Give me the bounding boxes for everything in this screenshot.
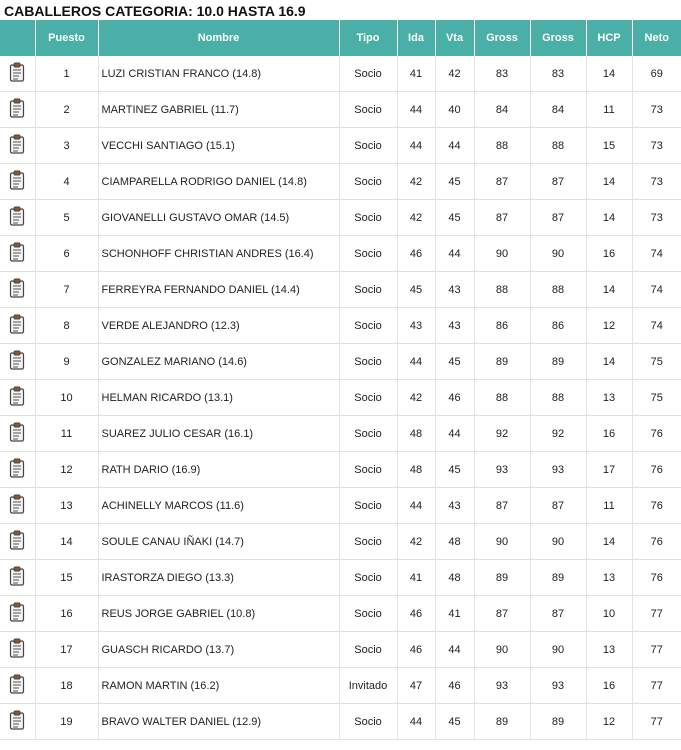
cell-gross-2: 87 [530,164,586,200]
cell-puesto: 19 [35,704,98,740]
cell-puesto: 15 [35,560,98,596]
cell-nombre: SOULE CANAU IÑAKI (14.7) [98,524,339,560]
cell-gross-2: 90 [530,632,586,668]
column-header-gross-2[interactable]: Gross [530,20,586,56]
scorecard-clipboard-icon[interactable] [9,62,25,85]
cell-nombre: GONZALEZ MARIANO (14.6) [98,344,339,380]
cell-nombre: RATH DARIO (16.9) [98,452,339,488]
cell-gross-2: 87 [530,488,586,524]
cell-gross-2: 88 [530,128,586,164]
scorecard-clipboard-icon[interactable] [9,530,25,553]
cell-nombre: GIOVANELLI GUSTAVO OMAR (14.5) [98,200,339,236]
cell-vta: 40 [435,92,474,128]
scorecard-cell[interactable] [0,164,35,200]
column-header-ida[interactable]: Ida [397,20,435,56]
cell-vta: 48 [435,560,474,596]
cell-hcp: 14 [586,524,632,560]
cell-neto: 77 [632,632,681,668]
cell-puesto: 16 [35,596,98,632]
cell-hcp: 12 [586,704,632,740]
cell-puesto: 3 [35,128,98,164]
cell-tipo: Socio [339,632,397,668]
cell-gross: 90 [474,632,530,668]
cell-puesto: 7 [35,272,98,308]
cell-neto: 76 [632,416,681,452]
cell-ida: 44 [397,92,435,128]
cell-tipo: Socio [339,272,397,308]
scorecard-cell[interactable] [0,704,35,740]
cell-tipo: Socio [339,560,397,596]
scorecard-clipboard-icon[interactable] [9,170,25,193]
cell-puesto: 1 [35,56,98,92]
cell-hcp: 16 [586,668,632,704]
cell-ida: 44 [397,704,435,740]
cell-neto: 73 [632,92,681,128]
scorecard-clipboard-icon[interactable] [9,566,25,589]
page-title: CABALLEROS CATEGORIA: 10.0 HASTA 16.9 [4,3,306,19]
cell-ida: 42 [397,380,435,416]
cell-neto: 75 [632,344,681,380]
table-row [0,524,681,560]
cell-gross-2: 88 [530,272,586,308]
scorecard-clipboard-icon[interactable] [9,386,25,409]
cell-nombre: REUS JORGE GABRIEL (10.8) [98,596,339,632]
table-row [0,92,681,128]
cell-tipo: Socio [339,380,397,416]
scorecard-clipboard-icon[interactable] [9,134,25,157]
cell-tipo: Socio [339,308,397,344]
scorecard-clipboard-icon[interactable] [9,710,25,733]
cell-hcp: 16 [586,236,632,272]
cell-vta: 43 [435,272,474,308]
scorecard-cell[interactable] [0,200,35,236]
cell-tipo: Socio [339,344,397,380]
cell-neto: 75 [632,380,681,416]
cell-gross: 93 [474,452,530,488]
scorecard-cell[interactable] [0,452,35,488]
cell-vta: 46 [435,668,474,704]
column-header-nombre[interactable]: Nombre [98,20,339,56]
scorecard-cell[interactable] [0,308,35,344]
cell-ida: 45 [397,272,435,308]
cell-vta: 43 [435,308,474,344]
cell-nombre: ACHINELLY MARCOS (11.6) [98,488,339,524]
results-table [0,20,681,740]
column-header-neto[interactable]: Neto [632,20,681,56]
cell-neto: 76 [632,560,681,596]
scorecard-clipboard-icon[interactable] [9,638,25,661]
scorecard-cell[interactable] [0,632,35,668]
cell-neto: 69 [632,56,681,92]
cell-hcp: 17 [586,452,632,488]
cell-gross-2: 89 [530,560,586,596]
cell-nombre: CIAMPARELLA RODRIGO DANIEL (14.8) [98,164,339,200]
cell-hcp: 14 [586,56,632,92]
scorecard-clipboard-icon[interactable] [9,674,25,697]
cell-gross: 89 [474,560,530,596]
cell-puesto: 17 [35,632,98,668]
cell-hcp: 14 [586,344,632,380]
table-row [0,704,681,740]
cell-gross-2: 93 [530,452,586,488]
cell-vta: 44 [435,236,474,272]
cell-gross: 83 [474,56,530,92]
cell-tipo: Socio [339,128,397,164]
cell-gross-2: 84 [530,92,586,128]
cell-vta: 45 [435,452,474,488]
cell-puesto: 13 [35,488,98,524]
cell-hcp: 12 [586,308,632,344]
cell-neto: 77 [632,668,681,704]
column-header-hcp[interactable]: HCP [586,20,632,56]
cell-nombre: MARTINEZ GABRIEL (11.7) [98,92,339,128]
scorecard-cell[interactable] [0,596,35,632]
cell-nombre: LUZI CRISTIAN FRANCO (14.8) [98,56,339,92]
cell-vta: 44 [435,632,474,668]
cell-vta: 41 [435,596,474,632]
cell-hcp: 11 [586,92,632,128]
scorecard-clipboard-icon[interactable] [9,602,25,625]
cell-vta: 44 [435,416,474,452]
cell-neto: 74 [632,272,681,308]
cell-vta: 45 [435,164,474,200]
table-row [0,380,681,416]
cell-gross: 88 [474,128,530,164]
scorecard-clipboard-icon[interactable] [9,98,25,121]
scorecard-cell[interactable] [0,524,35,560]
table-row [0,416,681,452]
cell-gross-2: 90 [530,524,586,560]
cell-vta: 42 [435,56,474,92]
scorecard-cell[interactable] [0,236,35,272]
cell-hcp: 16 [586,416,632,452]
scorecard-cell[interactable] [0,56,35,92]
cell-ida: 41 [397,560,435,596]
cell-vta: 43 [435,488,474,524]
table-row [0,452,681,488]
cell-neto: 76 [632,488,681,524]
cell-puesto: 6 [35,236,98,272]
cell-ida: 46 [397,596,435,632]
cell-nombre: SCHONHOFF CHRISTIAN ANDRES (16.4) [98,236,339,272]
cell-neto: 77 [632,704,681,740]
scorecard-clipboard-icon[interactable] [9,422,25,445]
table-row [0,488,681,524]
cell-vta: 44 [435,128,474,164]
cell-ida: 44 [397,128,435,164]
cell-tipo: Socio [339,596,397,632]
cell-nombre: BRAVO WALTER DANIEL (12.9) [98,704,339,740]
cell-hcp: 10 [586,596,632,632]
cell-gross-2: 86 [530,308,586,344]
cell-nombre: SUAREZ JULIO CESAR (16.1) [98,416,339,452]
cell-puesto: 5 [35,200,98,236]
table-row [0,308,681,344]
cell-gross-2: 88 [530,380,586,416]
cell-gross: 87 [474,596,530,632]
cell-tipo: Socio [339,164,397,200]
cell-nombre: GUASCH RICARDO (13.7) [98,632,339,668]
cell-tipo: Socio [339,92,397,128]
table-row [0,596,681,632]
cell-vta: 45 [435,704,474,740]
scorecard-cell[interactable] [0,128,35,164]
cell-puesto: 14 [35,524,98,560]
cell-gross: 92 [474,416,530,452]
cell-hcp: 14 [586,164,632,200]
cell-vta: 45 [435,200,474,236]
cell-puesto: 10 [35,380,98,416]
table-row [0,668,681,704]
scorecard-cell[interactable] [0,380,35,416]
cell-ida: 47 [397,668,435,704]
cell-hcp: 13 [586,380,632,416]
cell-tipo: Invitado [339,668,397,704]
column-header-puesto[interactable]: Puesto [35,20,98,56]
cell-neto: 73 [632,200,681,236]
scorecard-cell[interactable] [0,416,35,452]
column-header-gross[interactable]: Gross [474,20,530,56]
cell-nombre: RAMON MARTIN (16.2) [98,668,339,704]
column-header-icon [0,20,35,56]
cell-nombre: HELMAN RICARDO (13.1) [98,380,339,416]
cell-ida: 43 [397,308,435,344]
cell-gross: 93 [474,668,530,704]
cell-neto: 73 [632,128,681,164]
scorecard-clipboard-icon[interactable] [9,494,25,517]
cell-hcp: 11 [586,488,632,524]
cell-ida: 44 [397,488,435,524]
table-row [0,56,681,92]
cell-gross: 90 [474,524,530,560]
scorecard-cell[interactable] [0,344,35,380]
cell-gross: 87 [474,488,530,524]
cell-ida: 42 [397,524,435,560]
cell-nombre: FERREYRA FERNANDO DANIEL (14.4) [98,272,339,308]
cell-tipo: Socio [339,416,397,452]
cell-tipo: Socio [339,56,397,92]
cell-gross-2: 87 [530,596,586,632]
cell-nombre: VERDE ALEJANDRO (12.3) [98,308,339,344]
cell-gross: 88 [474,272,530,308]
scorecard-clipboard-icon[interactable] [9,206,25,229]
table-row [0,272,681,308]
scorecard-cell[interactable] [0,488,35,524]
cell-hcp: 14 [586,200,632,236]
column-header-vta[interactable]: Vta [435,20,474,56]
cell-neto: 76 [632,452,681,488]
cell-hcp: 14 [586,272,632,308]
cell-ida: 42 [397,200,435,236]
cell-puesto: 9 [35,344,98,380]
cell-tipo: Socio [339,236,397,272]
scorecard-cell[interactable] [0,560,35,596]
cell-hcp: 13 [586,632,632,668]
cell-puesto: 12 [35,452,98,488]
cell-ida: 44 [397,344,435,380]
cell-gross: 87 [474,164,530,200]
cell-puesto: 4 [35,164,98,200]
table-row [0,164,681,200]
cell-nombre: VECCHI SANTIAGO (15.1) [98,128,339,164]
cell-gross-2: 93 [530,668,586,704]
cell-ida: 48 [397,416,435,452]
column-header-tipo[interactable]: Tipo [339,20,397,56]
table-header-row [0,20,681,56]
table-row [0,236,681,272]
cell-gross: 84 [474,92,530,128]
scorecard-clipboard-icon[interactable] [9,278,25,301]
cell-gross-2: 89 [530,344,586,380]
cell-puesto: 18 [35,668,98,704]
cell-tipo: Socio [339,200,397,236]
cell-gross-2: 92 [530,416,586,452]
cell-vta: 46 [435,380,474,416]
cell-gross: 87 [474,200,530,236]
cell-vta: 48 [435,524,474,560]
scorecard-clipboard-icon[interactable] [9,314,25,337]
cell-gross: 90 [474,236,530,272]
cell-puesto: 11 [35,416,98,452]
table-row [0,200,681,236]
cell-gross: 89 [474,704,530,740]
cell-gross-2: 83 [530,56,586,92]
scorecard-clipboard-icon[interactable] [9,350,25,373]
cell-vta: 45 [435,344,474,380]
cell-gross: 88 [474,380,530,416]
scorecard-clipboard-icon[interactable] [9,458,25,481]
cell-neto: 74 [632,236,681,272]
cell-tipo: Socio [339,488,397,524]
cell-ida: 46 [397,632,435,668]
table-row [0,632,681,668]
cell-hcp: 15 [586,128,632,164]
cell-gross: 86 [474,308,530,344]
cell-gross-2: 87 [530,200,586,236]
cell-ida: 46 [397,236,435,272]
scorecard-cell[interactable] [0,272,35,308]
cell-neto: 77 [632,596,681,632]
scorecard-cell[interactable] [0,92,35,128]
scorecard-clipboard-icon[interactable] [9,242,25,265]
cell-ida: 48 [397,452,435,488]
cell-gross-2: 89 [530,704,586,740]
table-row [0,128,681,164]
cell-neto: 73 [632,164,681,200]
cell-tipo: Socio [339,704,397,740]
scorecard-cell[interactable] [0,668,35,704]
cell-tipo: Socio [339,452,397,488]
cell-hcp: 13 [586,560,632,596]
cell-neto: 74 [632,308,681,344]
cell-gross-2: 90 [530,236,586,272]
cell-nombre: IRASTORZA DIEGO (13.3) [98,560,339,596]
cell-tipo: Socio [339,524,397,560]
cell-gross: 89 [474,344,530,380]
cell-puesto: 2 [35,92,98,128]
cell-neto: 76 [632,524,681,560]
cell-puesto: 8 [35,308,98,344]
table-row [0,344,681,380]
table-row [0,560,681,596]
cell-ida: 42 [397,164,435,200]
cell-ida: 41 [397,56,435,92]
